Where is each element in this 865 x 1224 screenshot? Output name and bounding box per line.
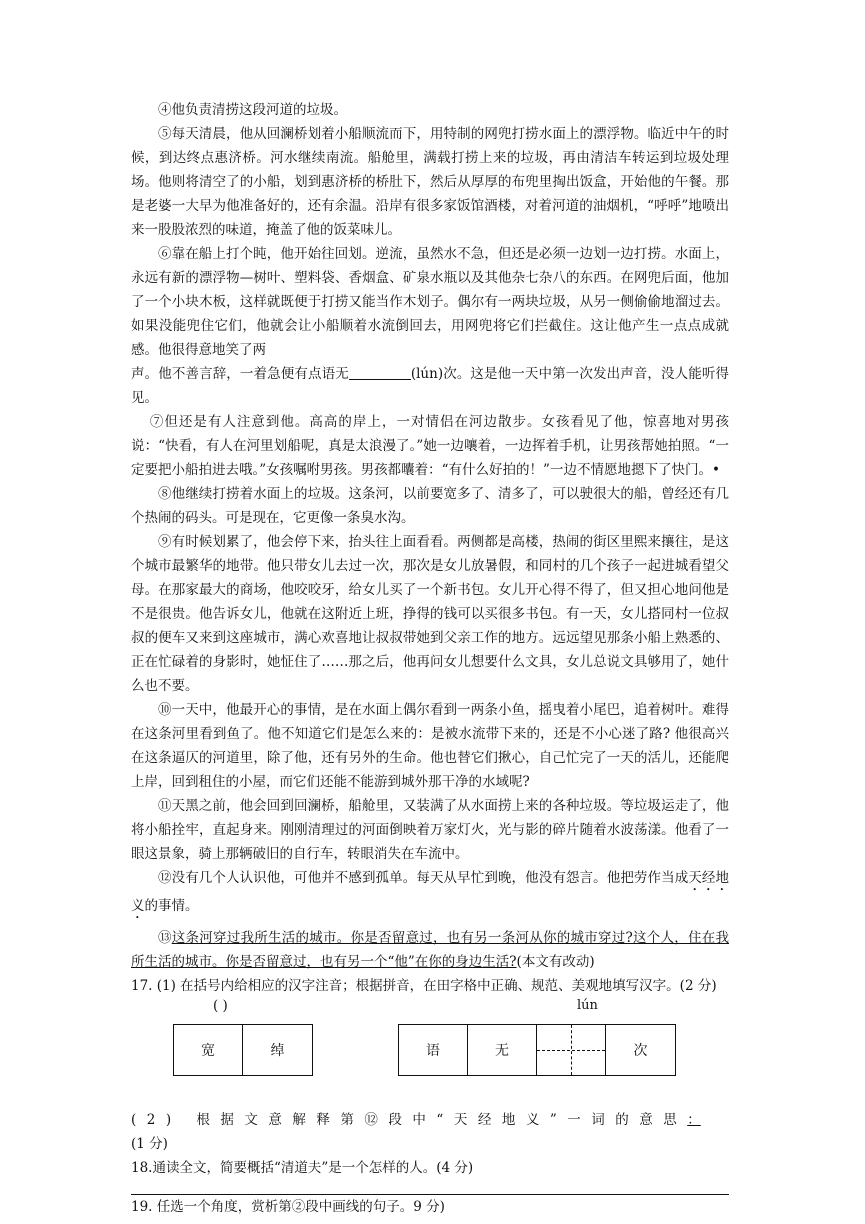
question-17: 17. (1) 在括号内给相应的汉字注音；根据拼音，在田字格中正确、规范、美观地填写汉字。(2 分) xyxy=(131,978,717,994)
paragraph-5: ⑤每天清晨，他从回澜桥划着小船顺流而下，用特制的网兜打捞水面上的漂浮物。临近中午的时候，到达终点惠济桥。河水继续南流。船舱里，满载打捞上来的垃圾，再由清洁车转运到垃圾处理场。他则将清空了的小船，划到惠济桥的桥肚下，然后从厚厚的布兜里掏出饭盒，开始他的午餐。那是老婆一大早为他准备好的，还有余温。沿岸有很多家饭馆酒楼，对着河道的油烟机，“呼呼”地喷出来一股股浓烈的味道，掩盖了他的饭菜味儿。 xyxy=(131,126,729,238)
paragraph-13-number: ⑬ xyxy=(158,930,172,946)
grid-cell: 语 xyxy=(399,1025,468,1075)
question-19: 19. 任选一个角度，赏析第②段中画线的句子。9 分) xyxy=(131,1199,445,1215)
fill-blank[interactable] xyxy=(349,365,411,380)
question-18: 18.通读全文，简要概括“清道夫”是一个怎样的人。(4 分) xyxy=(131,1160,474,1176)
grid-cell: 绰 xyxy=(270,1043,285,1059)
grid-cell: 次 xyxy=(633,1043,648,1059)
paragraph-12-b: 的事情。 xyxy=(144,898,199,914)
paragraph-12 xyxy=(131,866,729,922)
question-17-2-text: (2) 根据文意解释第⑫段中“天经地义”一词的意思 xyxy=(131,1112,688,1128)
tian-grid-cell[interactable] xyxy=(537,1025,606,1075)
grid-cell: 宽 xyxy=(174,1025,243,1075)
paragraph-9: ⑨有时候划累了，他会停下来，抬头往上面看看。两侧都是高楼，热闹的街区里熙来攘往，是这个城市最繁华的地带。他只带女儿去过一次，那次是女儿放暑假，和同村的几个孩子一起进城看望父母。在那家最大的商场，他咬咬牙，给女儿买了一个新书包。女儿开心得不得了，但又担心地问他是不是很贵。他告诉女儿，他就在这附近上班，挣得的钱可以买很多书包。有一天，女儿搭同村一位叔叔的便车又来到这座城市，满心欢喜地让叔叔带她到父亲工作的地方。远远望见那条小船上熟悉的、正在忙碌着的身影时，她怔住了……那之后，他再问女儿想要什么文具，女儿总说文具够用了，她什么也不要。 xyxy=(131,534,729,694)
grid-cell: 无 xyxy=(468,1025,537,1075)
pinyin-paren[interactable]: ( ) xyxy=(213,998,228,1014)
question-17-2 xyxy=(131,1108,729,1132)
dotted-word: 天经地义 xyxy=(131,870,730,914)
paragraph-6-tail-b: (lún)次。这是他一天中第一次发出声音，没人能听得见。 xyxy=(131,366,729,406)
answer-blank[interactable]: ： xyxy=(687,1112,701,1128)
question-17-answer-area xyxy=(131,998,729,1108)
char-grid-2 xyxy=(398,1024,676,1076)
paragraph-7: ⑦但还是有人注意到他。高高的岸上，一对情侣在河边散步。女孩看见了他，惊喜地对男孩说：“快看，有人在河里划船呢，真是太浪漫了。”她一边嚷着，一边挥着手机，让男孩帮她拍照。“一定要把小船拍进去哦。”女孩嘱咐男孩。男孩都囔着：“有什么好拍的！”一边不情愿地摁下了快门。• xyxy=(131,414,729,478)
char-grid-1 xyxy=(173,1024,313,1076)
paragraph-6: ⑥靠在船上打个盹，他开始往回划。逆流，虽然水不急，但还是必须一边划一边打捞。水面上，永远有新的漂浮物—树叶、塑料袋、香烟盒、矿泉水瓶以及其他杂七杂八的东西。在网兜后面，他加了一个小块木板，这样就既便于打捞又能当作木划子。偶尔有一两块垃圾，从另一侧偷偷地溜过去。如果没能兜住它们，他就会让小船顺着水流倒回去，用网兜将它们拦截住。这让他产生一点点成就感。他很得意地笑了两 xyxy=(131,246,729,358)
document-page xyxy=(131,98,729,1219)
question-17-2-score: (1 分) xyxy=(131,1136,168,1152)
paragraph-6-tail-a: 声。他不善言辞，一着急便有点语无 xyxy=(131,366,349,382)
paragraph-10: ⑩一天中，他最开心的事情，是在水面上偶尔看到一两条小鱼，摇曳着小尾巴，追着树叶。难得在这条河里看到鱼了。他不知道它们是怎么来的：是被水流带下来的，还是不小心迷了路? 他很高兴在这条逼仄的河道里，除了他，还有另外的生命。他也替它们揪心，自己忙完了一天的活儿，还能爬上岸，回到租住的小屋，而它们还能不能游到城外那干净的水域呢? xyxy=(131,702,729,790)
paragraph-4: ④他负责清捞这段河道的垃圾。 xyxy=(158,102,347,118)
paragraph-8: ⑧他继续打捞着水面上的垃圾。这条河，以前要宽多了、清多了，可以驶很大的船，曾经还有几个热闹的码头。可是现在，它更像一条臭水沟。 xyxy=(131,486,729,526)
paragraph-11: ⑪天黑之前，他会回到回澜桥，船舱里，又装满了从水面捞上来的各种垃圾。等垃圾运走了，他将小船拴牢，直起身来。刚刚清理过的河面倒映着万家灯火，光与影的碎片随着水波荡漾。他看了一眼这景象，骑上那辆破旧的自行车，转眼消失在车流中。 xyxy=(131,798,729,862)
source-note: (本文有改动) xyxy=(516,954,595,970)
pinyin-label: lún xyxy=(577,998,598,1013)
paragraph-12-a: ⑫没有几个人认识他，可他并不感到孤单。每天从早忙到晚，他没有怨言。他把劳作当成 xyxy=(158,870,689,886)
paragraph-6-tail xyxy=(131,362,729,410)
underlined-sentence: 这条河穿过我所生活的城市。你是否留意过，也有另一条河从你的城市穿过?这个人，住在我所生活的城市。你是否留意过，也有另一个“他”在你的身边生活? xyxy=(131,930,729,970)
paragraph-13 xyxy=(131,926,729,974)
